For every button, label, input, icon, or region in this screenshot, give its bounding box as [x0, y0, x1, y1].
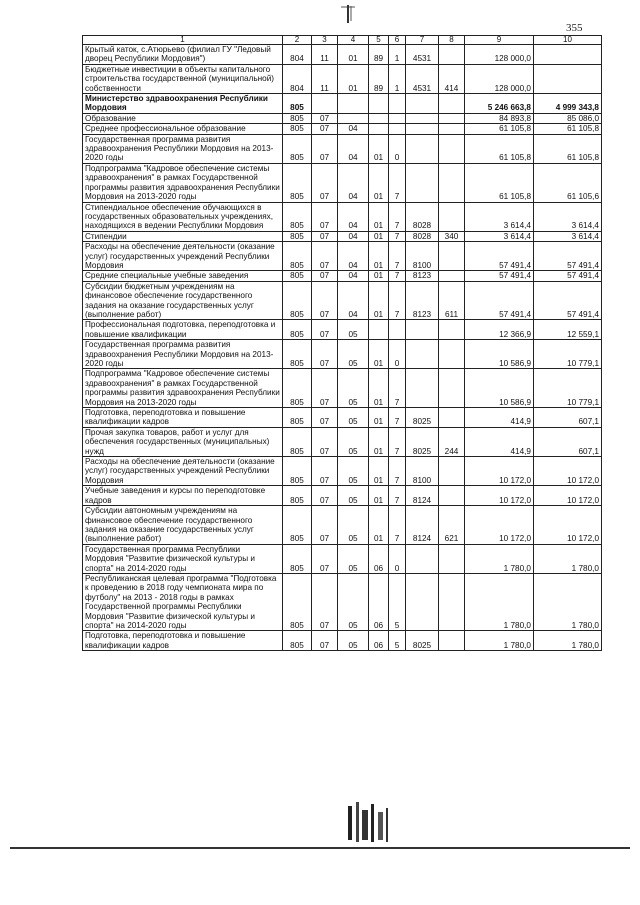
cell-section: 07: [312, 163, 338, 202]
cell-amount-2016: 4 999 343,8: [534, 94, 602, 114]
row-name: Средние специальные учебные заведения: [83, 271, 283, 281]
cell-program: 01: [369, 281, 389, 320]
cell-type: 340: [439, 231, 465, 241]
cell-target: [406, 113, 439, 123]
cell-program: 01: [369, 163, 389, 202]
cell-target: 8124: [406, 506, 439, 545]
row-name: Расходы на обеспечение деятельности (оказание услуг) государственных учреждений Республики Мордовия: [83, 457, 283, 486]
cell-target: 8123: [406, 271, 439, 281]
cell-section: 07: [312, 631, 338, 651]
cell-amount-2016: 10 172,0: [534, 457, 602, 486]
cell-code: 805: [283, 242, 312, 271]
cell-target: [406, 320, 439, 340]
cell-code: 805: [283, 340, 312, 369]
cell-amount-2015: 61 105,8: [465, 163, 534, 202]
cell-type: [439, 45, 465, 65]
cell-amount-2015: 84 893,8: [465, 113, 534, 123]
column-header: 5: [369, 36, 389, 45]
cell-subprogram: 7: [389, 231, 406, 241]
cell-subprogram: 7: [389, 202, 406, 231]
cell-program: 01: [369, 202, 389, 231]
cell-amount-2016: 3 614,4: [534, 202, 602, 231]
cell-program: 06: [369, 573, 389, 630]
table-row: [83, 408, 602, 428]
cell-code: 805: [283, 573, 312, 630]
cell-program: 01: [369, 486, 389, 506]
cell-subprogram: 7: [389, 281, 406, 320]
table-row: [83, 202, 602, 231]
cell-subprogram: 7: [389, 271, 406, 281]
cell-amount-2016: 607,1: [534, 408, 602, 428]
cell-program: 01: [369, 231, 389, 241]
cell-amount-2015: 1 780,0: [465, 544, 534, 573]
scan-artifact-top: [338, 3, 358, 23]
row-name: Государственная программа Республики Мордовия "Развитие физической культуры и спорта" на 2014-2020 годы: [83, 544, 283, 573]
cell-amount-2016: [534, 64, 602, 93]
cell-code: 805: [283, 134, 312, 163]
cell-code: 805: [283, 320, 312, 340]
cell-subprogram: 0: [389, 340, 406, 369]
cell-target: 4531: [406, 64, 439, 93]
cell-amount-2015: 414,9: [465, 408, 534, 428]
row-name: Бюджетные инвестиции в объекты капитального строительства государственной (муниципальной) собственности: [83, 64, 283, 93]
cell-type: [439, 124, 465, 134]
cell-section: 07: [312, 271, 338, 281]
cell-target: 8025: [406, 631, 439, 651]
cell-target: [406, 124, 439, 134]
cell-section: 07: [312, 231, 338, 241]
cell-amount-2016: 61 105,8: [534, 124, 602, 134]
cell-amount-2015: 128 000,0: [465, 64, 534, 93]
table-row: [83, 124, 602, 134]
cell-type: [439, 408, 465, 428]
cell-program: 01: [369, 340, 389, 369]
cell-subprogram: 7: [389, 369, 406, 408]
cell-type: [439, 134, 465, 163]
cell-subsection: 05: [338, 486, 369, 506]
cell-amount-2015: 5 246 663,8: [465, 94, 534, 114]
table-row: [83, 457, 602, 486]
column-header: 9: [465, 36, 534, 45]
cell-section: 07: [312, 340, 338, 369]
cell-subsection: [338, 113, 369, 123]
cell-type: 244: [439, 427, 465, 456]
cell-subsection: 05: [338, 631, 369, 651]
cell-section: 07: [312, 506, 338, 545]
cell-code: 805: [283, 408, 312, 428]
table-row: [83, 281, 602, 320]
cell-amount-2015: 10 586,9: [465, 340, 534, 369]
cell-amount-2016: 57 491,4: [534, 242, 602, 271]
cell-amount-2015: 1 780,0: [465, 573, 534, 630]
row-name: Прочая закупка товаров, работ и услуг для обеспечения государственных (муниципальных) нужд: [83, 427, 283, 456]
cell-program: [369, 320, 389, 340]
cell-amount-2015: 10 586,9: [465, 369, 534, 408]
cell-subsection: 01: [338, 64, 369, 93]
table-row: [83, 64, 602, 93]
row-name: Министерство здравоохранения Республики Мордовия: [83, 94, 283, 114]
row-name: Субсидии автономным учреждениям на финансовое обеспечение государственного задания на оказание государственных услуг (выполнение работ): [83, 506, 283, 545]
table-row: [83, 486, 602, 506]
cell-amount-2016: 61 105,6: [534, 163, 602, 202]
cell-code: 805: [283, 457, 312, 486]
cell-section: 07: [312, 281, 338, 320]
cell-amount-2016: 1 780,0: [534, 573, 602, 630]
cell-subprogram: [389, 113, 406, 123]
cell-code: 805: [283, 202, 312, 231]
cell-type: 414: [439, 64, 465, 93]
cell-amount-2015: 414,9: [465, 427, 534, 456]
cell-code: 804: [283, 64, 312, 93]
page-bottom-edge: [10, 847, 630, 849]
scan-noise-mark: [340, 800, 396, 850]
cell-code: 805: [283, 369, 312, 408]
cell-section: 07: [312, 427, 338, 456]
cell-section: 07: [312, 457, 338, 486]
cell-amount-2016: 1 780,0: [534, 544, 602, 573]
table-body: [83, 45, 602, 651]
cell-subsection: 05: [338, 408, 369, 428]
table-row: [83, 113, 602, 123]
cell-subsection: 05: [338, 369, 369, 408]
row-name: Подпрограмма "Кадровое обеспечение системы здравоохранения" в рамках Государственной программы развития здравоохранения Республики Мордовия на 2013-2020 годы: [83, 163, 283, 202]
cell-subprogram: 7: [389, 163, 406, 202]
row-name: Крытый каток, с.Атюрьево (филиал ГУ "Ледовый дворец Республики Мордовия"): [83, 45, 283, 65]
table-row: [83, 544, 602, 573]
cell-program: 01: [369, 134, 389, 163]
cell-amount-2015: 57 491,4: [465, 281, 534, 320]
cell-subprogram: 7: [389, 242, 406, 271]
cell-program: 01: [369, 506, 389, 545]
cell-code: 805: [283, 271, 312, 281]
cell-program: 01: [369, 457, 389, 486]
cell-subsection: 05: [338, 573, 369, 630]
cell-target: 8100: [406, 242, 439, 271]
cell-section: 07: [312, 202, 338, 231]
cell-target: [406, 369, 439, 408]
cell-target: 8123: [406, 281, 439, 320]
cell-subsection: 04: [338, 271, 369, 281]
cell-program: 06: [369, 631, 389, 651]
cell-subprogram: [389, 94, 406, 114]
cell-type: [439, 631, 465, 651]
cell-amount-2016: 10 779,1: [534, 369, 602, 408]
cell-type: [439, 242, 465, 271]
cell-target: 8025: [406, 427, 439, 456]
cell-program: [369, 124, 389, 134]
cell-amount-2016: 61 105,8: [534, 134, 602, 163]
cell-target: [406, 134, 439, 163]
row-name: Подготовка, переподготовка и повышение квалификации кадров: [83, 408, 283, 428]
cell-subsection: 05: [338, 457, 369, 486]
row-name: Образование: [83, 113, 283, 123]
cell-type: [439, 94, 465, 114]
table-row: [83, 369, 602, 408]
cell-subsection: 04: [338, 242, 369, 271]
cell-program: 01: [369, 427, 389, 456]
cell-amount-2016: 57 491,4: [534, 281, 602, 320]
row-name: Государственная программа развития здравоохранения Республики Мордовия на 2013-2020 годы: [83, 340, 283, 369]
cell-code: 805: [283, 113, 312, 123]
cell-amount-2015: 57 491,4: [465, 271, 534, 281]
cell-program: [369, 94, 389, 114]
row-name: Учебные заведения и курсы по переподготовке кадров: [83, 486, 283, 506]
row-name: Государственная программа развития здравоохранения Республики Мордовия на 2013-2020 годы: [83, 134, 283, 163]
cell-subprogram: 7: [389, 506, 406, 545]
column-header: 2: [283, 36, 312, 45]
cell-target: 8028: [406, 231, 439, 241]
cell-type: [439, 457, 465, 486]
table-row: [83, 94, 602, 114]
cell-amount-2015: 10 172,0: [465, 486, 534, 506]
cell-subsection: 04: [338, 231, 369, 241]
cell-amount-2016: 85 086,0: [534, 113, 602, 123]
cell-subprogram: 7: [389, 486, 406, 506]
cell-type: 611: [439, 281, 465, 320]
row-name: Республиканская целевая программа "Подготовка к проведению в 2018 году чемпионата мира по футболу" на 2013 - 2018 годы в рамках Государственной программы Республики Мордовия "Развитие физической культуры и спорта" на 2014-2020 годы: [83, 573, 283, 630]
cell-target: 8028: [406, 202, 439, 231]
cell-amount-2015: 10 172,0: [465, 457, 534, 486]
cell-amount-2016: 1 780,0: [534, 631, 602, 651]
cell-section: 11: [312, 45, 338, 65]
cell-code: 805: [283, 427, 312, 456]
column-header: 10: [534, 36, 602, 45]
cell-subsection: 04: [338, 124, 369, 134]
table-row: [83, 320, 602, 340]
cell-code: 805: [283, 631, 312, 651]
cell-program: 01: [369, 271, 389, 281]
cell-target: 8100: [406, 457, 439, 486]
table-row: [83, 340, 602, 369]
cell-subprogram: 0: [389, 544, 406, 573]
cell-subsection: 05: [338, 340, 369, 369]
cell-subprogram: 0: [389, 134, 406, 163]
cell-section: 07: [312, 486, 338, 506]
cell-code: 805: [283, 506, 312, 545]
cell-type: [439, 544, 465, 573]
cell-target: 8124: [406, 486, 439, 506]
cell-type: [439, 320, 465, 340]
cell-program: 01: [369, 408, 389, 428]
cell-type: [439, 271, 465, 281]
cell-amount-2015: 61 105,8: [465, 124, 534, 134]
cell-target: [406, 163, 439, 202]
cell-subsection: 05: [338, 320, 369, 340]
table-row: [83, 163, 602, 202]
cell-subsection: 05: [338, 427, 369, 456]
cell-target: 8025: [406, 408, 439, 428]
table-row: [83, 506, 602, 545]
cell-type: [439, 202, 465, 231]
cell-program: [369, 113, 389, 123]
cell-program: 01: [369, 369, 389, 408]
cell-subprogram: 7: [389, 427, 406, 456]
row-name: Стипендиальное обеспечение обучающихся в государственных образовательных учреждениях, находящихся в ведении Республики Мордовия: [83, 202, 283, 231]
cell-amount-2016: 10 172,0: [534, 486, 602, 506]
cell-amount-2016: 57 491,4: [534, 271, 602, 281]
cell-code: 805: [283, 231, 312, 241]
cell-amount-2016: 3 614,4: [534, 231, 602, 241]
cell-amount-2016: 10 172,0: [534, 506, 602, 545]
cell-program: 01: [369, 242, 389, 271]
cell-subprogram: 1: [389, 45, 406, 65]
cell-subsection: 04: [338, 202, 369, 231]
cell-section: 11: [312, 64, 338, 93]
table-row: [83, 427, 602, 456]
row-name: Субсидии бюджетным учреждениям на финансовое обеспечение государственного задания на оказание государственных услуг (выполнение работ): [83, 281, 283, 320]
cell-section: 07: [312, 320, 338, 340]
table-row: [83, 45, 602, 65]
table-row: [83, 271, 602, 281]
cell-amount-2015: 3 614,4: [465, 202, 534, 231]
cell-target: [406, 94, 439, 114]
cell-section: 07: [312, 242, 338, 271]
cell-subprogram: [389, 124, 406, 134]
cell-amount-2015: 10 172,0: [465, 506, 534, 545]
cell-code: 805: [283, 544, 312, 573]
cell-section: 07: [312, 124, 338, 134]
cell-program: 89: [369, 45, 389, 65]
cell-code: 805: [283, 163, 312, 202]
table-row: [83, 631, 602, 651]
cell-code: 805: [283, 94, 312, 114]
cell-subsection: 04: [338, 134, 369, 163]
cell-amount-2015: 61 105,8: [465, 134, 534, 163]
cell-subprogram: 5: [389, 573, 406, 630]
cell-type: 621: [439, 506, 465, 545]
cell-subprogram: 1: [389, 64, 406, 93]
cell-amount-2015: 57 491,4: [465, 242, 534, 271]
row-name: Подготовка, переподготовка и повышение квалификации кадров: [83, 631, 283, 651]
cell-type: [439, 340, 465, 369]
column-header: 3: [312, 36, 338, 45]
cell-amount-2015: 128 000,0: [465, 45, 534, 65]
row-name: Подпрограмма "Кадровое обеспечение системы здравоохранения" в рамках Государственной программы развития здравоохранения Республики Мордовия на 2013-2020 годы: [83, 369, 283, 408]
cell-subsection: 01: [338, 45, 369, 65]
cell-section: 07: [312, 544, 338, 573]
cell-section: 07: [312, 113, 338, 123]
cell-target: [406, 544, 439, 573]
cell-section: 07: [312, 134, 338, 163]
page-number: 355: [566, 22, 583, 34]
cell-code: 805: [283, 281, 312, 320]
cell-section: [312, 94, 338, 114]
table-row: [83, 242, 602, 271]
cell-subsection: 05: [338, 506, 369, 545]
cell-section: 07: [312, 408, 338, 428]
cell-type: [439, 113, 465, 123]
column-number-row: [83, 36, 602, 45]
cell-subprogram: 5: [389, 631, 406, 651]
cell-target: [406, 340, 439, 369]
column-header: 6: [389, 36, 406, 45]
table-row: [83, 573, 602, 630]
cell-code: 805: [283, 486, 312, 506]
cell-type: [439, 369, 465, 408]
cell-subprogram: 7: [389, 408, 406, 428]
cell-amount-2016: [534, 45, 602, 65]
cell-type: [439, 573, 465, 630]
cell-target: [406, 573, 439, 630]
column-header: 4: [338, 36, 369, 45]
column-header: 7: [406, 36, 439, 45]
cell-type: [439, 163, 465, 202]
cell-subprogram: [389, 320, 406, 340]
cell-amount-2016: 10 779,1: [534, 340, 602, 369]
cell-subsection: 05: [338, 544, 369, 573]
cell-subprogram: 7: [389, 457, 406, 486]
cell-program: 06: [369, 544, 389, 573]
cell-amount-2016: 12 559,1: [534, 320, 602, 340]
cell-subsection: [338, 94, 369, 114]
cell-subsection: 04: [338, 281, 369, 320]
column-header: 1: [83, 36, 283, 45]
cell-amount-2015: 12 366,9: [465, 320, 534, 340]
cell-code: 805: [283, 124, 312, 134]
row-name: Среднее профессиональное образование: [83, 124, 283, 134]
column-header: 8: [439, 36, 465, 45]
table-row: [83, 134, 602, 163]
row-name: Профессиональная подготовка, переподготовка и повышение квалификации: [83, 320, 283, 340]
cell-amount-2016: 607,1: [534, 427, 602, 456]
cell-section: 07: [312, 369, 338, 408]
budget-table: [82, 35, 602, 651]
table-row: [83, 231, 602, 241]
cell-program: 89: [369, 64, 389, 93]
cell-amount-2015: 3 614,4: [465, 231, 534, 241]
cell-code: 804: [283, 45, 312, 65]
row-name: Стипендии: [83, 231, 283, 241]
row-name: Расходы на обеспечение деятельности (оказание услуг) государственных учреждений Республики Мордовия: [83, 242, 283, 271]
cell-amount-2015: 1 780,0: [465, 631, 534, 651]
cell-section: 07: [312, 573, 338, 630]
cell-type: [439, 486, 465, 506]
cell-subsection: 04: [338, 163, 369, 202]
cell-target: 4531: [406, 45, 439, 65]
